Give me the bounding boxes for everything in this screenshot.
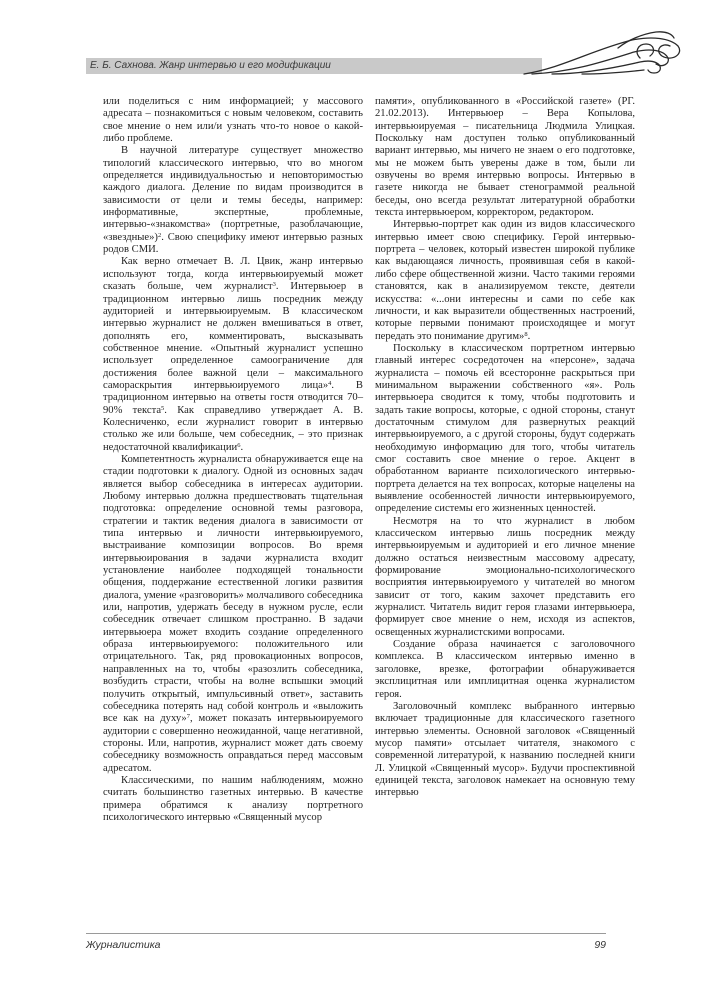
footnote-ref: 8 [524, 330, 528, 338]
footnote-ref: 2 [157, 231, 162, 239]
footnote-ref: 4 [328, 379, 332, 387]
page-footer [86, 933, 606, 957]
paragraph: Интервью-портрет как один из видов классического интервью имеет свою специфику. Герой интервью-портрета – человек, который известен широкой публике как выдающаяся личность, проявившая себя в какой-либо сфере общественной жизни. Часто такими героями становятся, как в анализируемом тексте, деятели искусства: «...они интересны и сами по себе как личности, и как выразители общественных настроений, которые первыми понимают происходящее и могут передать это понимание другим»$^8$. [375, 219, 635, 342]
footer-divider [86, 933, 606, 934]
paragraph: В научной литературе существует множество типологий классического интервью, что во многом определяется индивидуальностью и неповторимостью каждого диалога. Деление по видам производится в зависимости от цели и темы беседы, например: информативные, экспертные, проблемные, интервью-«знакомства» (портретные, разоблачающие, «звездные»)$^2$. Свою специфику имеют интервью разных родов СМИ. [103, 145, 363, 256]
ornament-icon [522, 28, 682, 84]
footnote-ref: 3 [272, 281, 276, 289]
footnote-ref: 7 [186, 713, 190, 721]
paragraph: Несмотря на то что журналист в любом классическом интервью лишь посредник между интервьюируемым и аудиторией и его личное мнение должно остаться неизвестным массовому адресату, формирование эмоционально-психологического восприятия интервьюируемого у читателей во многом зависит от того, каким захочет представить его журналист. Читатель видит героя глазами интервьюера, формирует свое мнение о нем, исходя из аспектов, освещенных журналистскими вопросами. [375, 515, 635, 638]
right-column [375, 96, 635, 800]
paragraph: памяти», опубликованного в «Российской газете» (РГ. 21.02.2013). Интервьюер – Вера Копылова, интервьюируемая – писательница Людмила Улицкая. Поскольку нам доступен только опубликованный вариант интервью, мы ничего не знаем о его подготовке, мы не можем быть уверены даже в том, были ли озвучены во время интервью вопросы. Интервью в газете никогда не бывает стенограммой реальной беседы, оно всегда результат литературной обработки текста интервьюером, корректором, редактором. [375, 96, 635, 219]
running-header [86, 28, 676, 84]
footnote-ref: 5 [161, 404, 165, 412]
running-title: Е. Б. Сахнова. Жанр интервью и его модификации [90, 60, 331, 71]
left-column [103, 96, 363, 824]
paragraph: Как верно отмечает В. Л. Цвик, жанр интервью используют тогда, когда интервьюируемый может сказать больше, чем журналист$^3$. Интервьюер в традиционном интервью лишь посредник между аудиторией и интервьюируемым. В классическом интервью журналист не должен вмешиваться в ответ, дополнять его, комментировать, высказывать собственное мнение. «Опытный журналист успешно использует определенное самоограничение для достижения более важной цели – максимального самораскрытия интервьюируемого лица»$^4$. В традиционном интервью на ответы гостя отводится 70–90% текста$^5$. Как справедливо утверждает А. В. Колесниченко, если журналист говорит в интервью столько же или больше, чем собеседник, – это признак недостаточной квалификации$^6$. [103, 256, 363, 453]
page-number: 99 [594, 939, 606, 951]
paragraph: или поделиться с ним информацией; у массового адресата – познакомиться с новым человеком, составить свое мнение о нем или/и узнать что-то новое о какой-либо проблеме. [103, 96, 363, 145]
footnote-ref: 6 [237, 441, 241, 449]
paragraph: Создание образа начинается с заголовочного комплекса. В классическом интервью именно в заголовке, врезке, фотографии обнаруживается эксплицитная или имплицитная оценка журналистом героя. [375, 639, 635, 700]
paragraph: Компетентность журналиста обнаруживается еще на стадии подготовки к диалогу. Одной из основных задач является выбор собеседника в интересах аудитории. Любому интервью должна предшествовать тщательная подготовка: определение основной темы разговора, стратегии и тактик ведения диалога в зависимости от типа интервью и личности интервьюируемого, выстраивание композиции вопросов. Во время интервьюирования в задачи журналиста входит установление наиболее подходящей тональности общения, поддержание естественной логики развития диалога, умение «разговорить» молчаливого собеседника или, напротив, удержать беседу в нужном русле, если собеседник отвечает слишком пространно. В задачи интервьюера может входить создание определенного образа интервьюируемого: положительного или отрицательного. Так, ряд провокационных вопросов, направленных на то, чтобы «разозлить собеседника, возбудить страсти, чтобы на волне вспышки эмоций получить открытый, импульсивный ответ», заставить собеседника потерять над собой контроль и «выложить все как на духу»$^7$, может показать интервьюируемого аудитории с совершенно неожиданной, чаще негативной, стороны. Или, напротив, журналист может дать своему собеседнику возможность оправдаться перед массовым адресатом. [103, 453, 363, 774]
paragraph: Классическими, по нашим наблюдениям, можно считать большинство газетных интервью. В качестве примера обратимся к анализу портретного психологического интервью «Священный мусор [103, 774, 363, 823]
journal-name: Журналистика [86, 939, 161, 951]
paragraph: Заголовочный комплекс выбранного интервью включает традиционные для классического газетного интервью элементы. Основной заголовок «Священный мусор памяти» отсылает читателя, знакомого с современной литературой, к названию последней книги Л. Улицкой «Священный мусор». Будучи проспективной единицей текста, заголовок намекает на основную тему интервью [375, 700, 635, 799]
paragraph: Поскольку в классическом портретном интервью главный интерес сосредоточен на «персоне», задача журналиста – помочь ей всесторонне раскрыться при минимальном выражении собственного «я». Роль интервьюера сводится к тому, чтобы подготовить и задать такие вопросы, которые, с одной стороны, станут достаточным стимулом для развернутых реакций интервьюируемого, а с другой стороны, будут содержать необходимую информацию для того, чтобы читатель смог составить свое мнение о герое. Акцент в обработанном варианте психологического интервью-портрета делается на тех вопросах, которые нацелены на выявление особенностей личности интервьюируемого, определение системы его жизненных ценностей. [375, 342, 635, 515]
